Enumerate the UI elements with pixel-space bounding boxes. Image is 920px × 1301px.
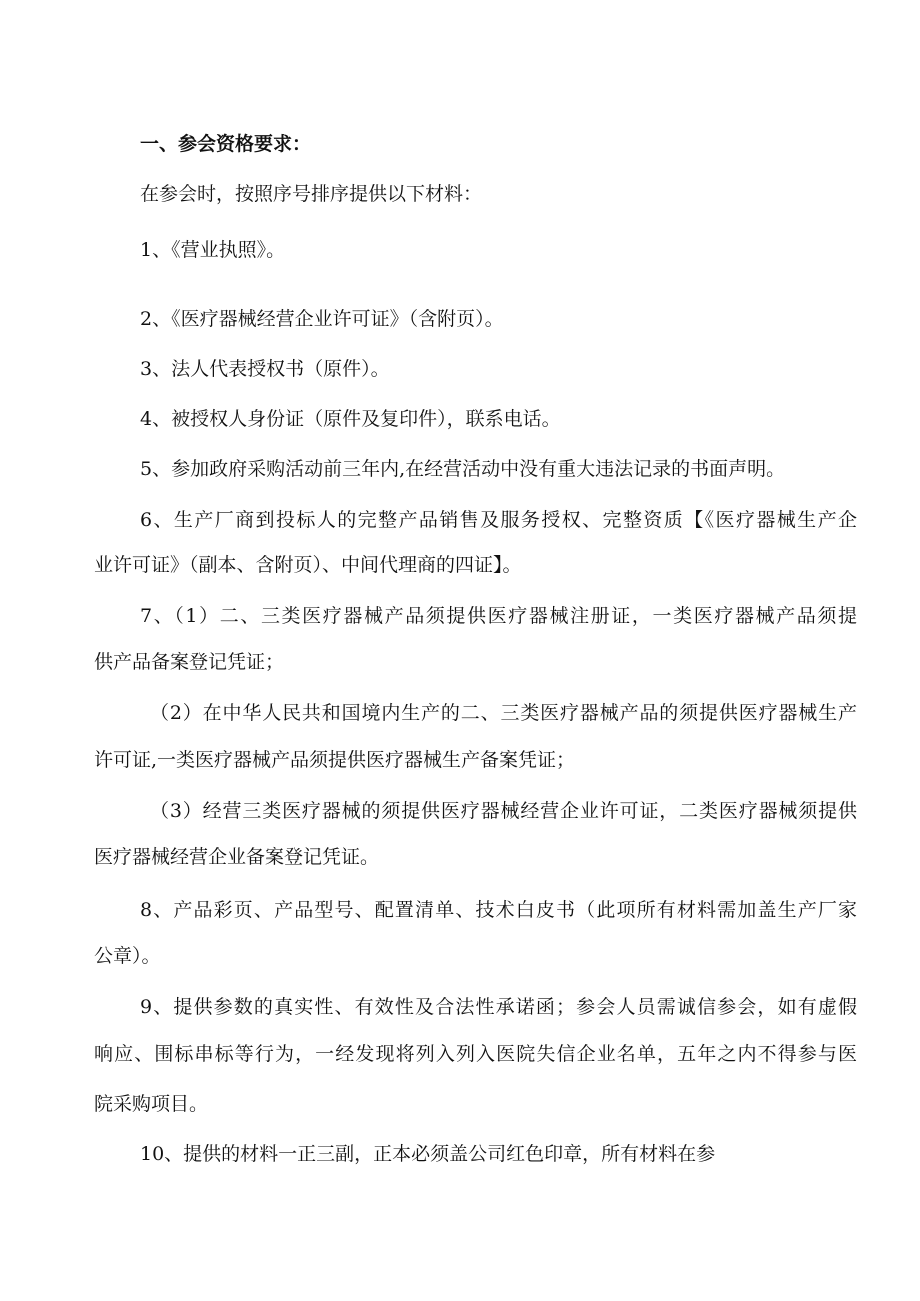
list-item-4: 4、被授权人身份证（原件及复印件），联系电话。 [140, 408, 561, 430]
list-item-1: 1、《营业执照》。 [140, 239, 286, 261]
list-item-5: 5、参加政府采购活动前三年内,在经营活动中没有重大违法记录的书面声明。 [140, 458, 786, 480]
list-item-7-2-line-1: （2）在中华人民共和国境内生产的二、三类医疗器械产品的须提供医疗器械生产 [150, 702, 857, 724]
list-item-3: 3、法人代表授权书（原件）。 [140, 358, 390, 380]
list-item-7-1-line-1: 7、（1）二、三类医疗器械产品须提供医疗器械注册证，一类医疗器械产品须提 [140, 605, 857, 627]
list-item-6-line-2: 业许可证》（副本、含附页）、中间代理商的四证】。 [94, 554, 522, 576]
section-heading: 一、参会资格要求： [140, 133, 312, 155]
list-item-8-line-1: 8、产品彩页、产品型号、配置清单、技术白皮书（此项所有材料需加盖生产厂家 [140, 899, 857, 921]
list-item-9-line-3: 院采购项目。 [94, 1093, 209, 1115]
list-item-10-line-1: 10、提供的材料一正三副，正本必须盖公司红色印章，所有材料在参 [140, 1143, 716, 1165]
list-item-7-3-line-1: （3）经营三类医疗器械的须提供医疗器械经营企业许可证，二类医疗器械须提供 [150, 800, 857, 822]
list-item-9-line-2: 响应、围标串标等行为，一经发现将列入列入医院失信企业名单，五年之内不得参与医 [94, 1043, 857, 1065]
list-item-2: 2、《医疗器械经营企业许可证》（含附页）。 [140, 308, 504, 330]
intro-text: 在参会时，按照序号排序提供以下材料： [140, 183, 483, 205]
list-item-9-line-1: 9、提供参数的真实性、有效性及合法性承诺函；参会人员需诚信参会，如有虚假 [140, 996, 857, 1018]
list-item-8-line-2: 公章）。 [94, 945, 161, 967]
list-item-7-2-line-2: 许可证,一类医疗器械产品须提供医疗器械生产备案凭证； [94, 749, 576, 771]
list-item-7-1-line-2: 供产品备案登记凭证； [94, 651, 285, 673]
list-item-7-3-line-2: 医疗器械经营企业备案登记凭证。 [94, 846, 380, 868]
list-item-6-line-1: 6、生产厂商到投标人的完整产品销售及服务授权、完整资质【《医疗器械生产企 [140, 509, 857, 531]
